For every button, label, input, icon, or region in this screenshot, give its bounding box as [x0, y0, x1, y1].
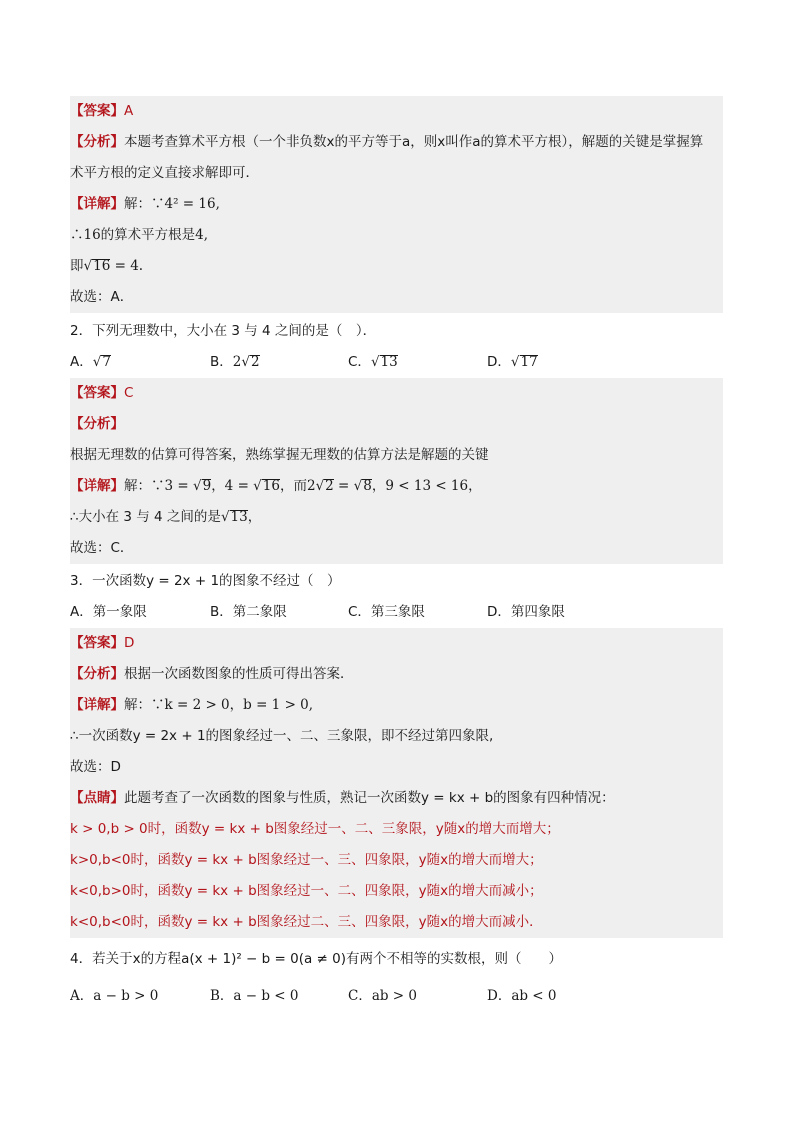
q1-analysis-line-2 — [70, 158, 723, 189]
detail-text: = 4. — [110, 258, 144, 274]
option-a: A．第一象限 — [70, 604, 147, 620]
case-text: k>0,b<0时，函数y = kx + b图象经过一、三、四象限，y随x的增大而增大； — [70, 852, 543, 868]
point-tag: 【点睛】 — [70, 790, 124, 806]
radicand: 9 — [202, 478, 212, 494]
radicand: 2 — [325, 478, 334, 494]
option-c — [348, 347, 398, 378]
q2-choose-line — [70, 533, 723, 564]
q2-stem — [70, 316, 723, 347]
point-text: 此题考查了一次函数的图象与性质，熟记一次函数y = kx + b的图象有四种情况： — [124, 790, 615, 806]
option-a — [70, 347, 111, 378]
radicand: 8 — [363, 478, 372, 494]
detail-text: 即 — [70, 258, 84, 274]
analysis-text: 根据无理数的估算可得答案，熟练掌握无理数的估算方法是解题的关键 — [70, 447, 489, 463]
option-c: C．ab > 0 — [348, 988, 418, 1004]
choose-text: 故选：A． — [70, 289, 134, 305]
q2-answer-line — [70, 378, 723, 409]
sqrt-sign: √ — [370, 354, 380, 370]
radicand: 16 — [262, 478, 280, 494]
analysis-text: 术平方根的定义直接求解即可． — [70, 165, 259, 181]
q3-choose-line — [70, 752, 723, 783]
sqrt-sign: √ — [315, 478, 325, 494]
q1-detail-line-3 — [70, 251, 723, 282]
q3-case-2 — [70, 845, 723, 876]
detail-text: = — [333, 478, 354, 494]
question-stem: 4．若关于x的方程a(x + 1)² − b = 0(a ≠ 0)有两个不相等的实数根，则（ ） — [70, 951, 563, 967]
option-b: B．第二象限 — [210, 604, 287, 620]
radicand: 13 — [230, 509, 248, 525]
answer-value: C — [124, 385, 134, 401]
sqrt-sign: √ — [241, 354, 250, 370]
radicand: 13 — [380, 354, 398, 370]
answer-value: A — [124, 103, 134, 119]
sqrt-sign: √ — [353, 478, 363, 494]
q3-case-4 — [70, 907, 723, 938]
q4-stem — [70, 944, 723, 975]
case-text: k<0,b>0时，函数y = kx + b图象经过一、二、四象限，y随x的增大而减小； — [70, 883, 543, 899]
analysis-tag: 【分析】 — [70, 416, 124, 432]
question-stem: 2．下列无理数中，大小在 3 与 4 之间的是（ ）． — [70, 323, 377, 339]
q3-detail-line — [70, 690, 723, 721]
detail-text: ，9 < 13 < 16， — [371, 478, 482, 494]
coefficient: 2 — [232, 354, 242, 370]
detail-text: ∴16的算术平方根是4, — [70, 227, 209, 243]
detail-text: ，而2 — [279, 478, 316, 494]
answer-tag: 【答案】 — [70, 385, 124, 401]
detail-text: 解：∵3 = — [124, 478, 193, 494]
option-letter: C． — [348, 354, 371, 370]
q2-analysis-line — [70, 409, 723, 440]
q2-options — [70, 347, 723, 378]
option-letter: A． — [70, 354, 93, 370]
option-d — [487, 347, 538, 378]
answer-tag: 【答案】 — [70, 635, 124, 651]
option-letter: D． — [487, 354, 511, 370]
radicand: 17 — [520, 354, 538, 370]
q3-detail-line-2 — [70, 721, 723, 752]
sqrt-sign: √ — [253, 478, 262, 494]
q3-answer-line — [70, 628, 723, 659]
radicand: 16 — [93, 258, 111, 274]
case-text: k<0,b<0时，函数y = kx + b图象经过二、三、四象限，y随x的增大而减小． — [70, 914, 543, 930]
q2-analysis-text-line — [70, 440, 723, 471]
option-b: B．a − b < 0 — [210, 988, 299, 1004]
detail-tag: 【详解】 — [70, 478, 124, 494]
detail-tag: 【详解】 — [70, 697, 124, 713]
choose-text: 故选：C． — [70, 540, 134, 556]
analysis-text: 本题考查算术平方根（一个非负数x的平方等于a，则x叫作a的算术平方根），解题的关键是掌握算 — [124, 134, 704, 150]
case-text: k > 0,b > 0时，函数y = kx + b图象经过一、二、三象限，y随x的增大而增大； — [70, 821, 560, 837]
detail-tag: 【详解】 — [70, 196, 124, 212]
q3-case-3 — [70, 876, 723, 907]
detail-text: 解：∵4² = 16, — [124, 196, 220, 212]
answer-tag: 【答案】 — [70, 103, 124, 119]
q3-analysis-line — [70, 659, 723, 690]
option-a: A．a − b > 0 — [70, 988, 159, 1004]
answer-value: D — [124, 635, 135, 651]
q1-choose-line — [70, 282, 723, 313]
q2-detail-line-2 — [70, 502, 723, 533]
detail-text: ，4 = — [211, 478, 254, 494]
radicand: 7 — [102, 354, 111, 370]
q1-detail-line-2 — [70, 220, 723, 251]
q1-detail-line — [70, 189, 723, 220]
q1-analysis-line — [70, 127, 723, 158]
q3-options — [70, 597, 723, 628]
option-d: D．ab < 0 — [487, 988, 557, 1004]
radicand: 2 — [250, 354, 260, 370]
option-c: C．第三象限 — [348, 604, 425, 620]
q2-detail-line — [70, 471, 723, 502]
sqrt-sign: √ — [192, 478, 202, 494]
sqrt-sign: √ — [510, 354, 520, 370]
q4-options — [70, 981, 723, 1012]
q3-case-1 — [70, 814, 723, 845]
sqrt-sign: √ — [83, 258, 93, 274]
detail-text: ∴大小在 3 与 4 之间的是 — [70, 509, 221, 525]
analysis-tag: 【分析】 — [70, 134, 124, 150]
sqrt-sign: √ — [220, 509, 230, 525]
q3-stem — [70, 566, 723, 597]
analysis-tag: 【分析】 — [70, 666, 124, 682]
option-b — [210, 347, 260, 378]
analysis-text: 根据一次函数图象的性质可得出答案． — [124, 666, 354, 682]
detail-text: 解：∵k = 2 > 0，b = 1 > 0, — [124, 697, 314, 713]
q1-answer-line — [70, 96, 723, 127]
sqrt-sign: √ — [92, 354, 102, 370]
q3-point-line — [70, 783, 723, 814]
choose-text: 故选：D — [70, 759, 121, 775]
option-letter: B． — [210, 354, 233, 370]
detail-text: ∴一次函数y = 2x + 1的图象经过一、二、三象限，即不经过第四象限, — [70, 728, 494, 744]
question-stem: 3．一次函数y = 2x + 1的图象不经过（ ） — [70, 573, 341, 589]
option-d: D．第四象限 — [487, 604, 565, 620]
detail-text: ， — [247, 509, 262, 525]
